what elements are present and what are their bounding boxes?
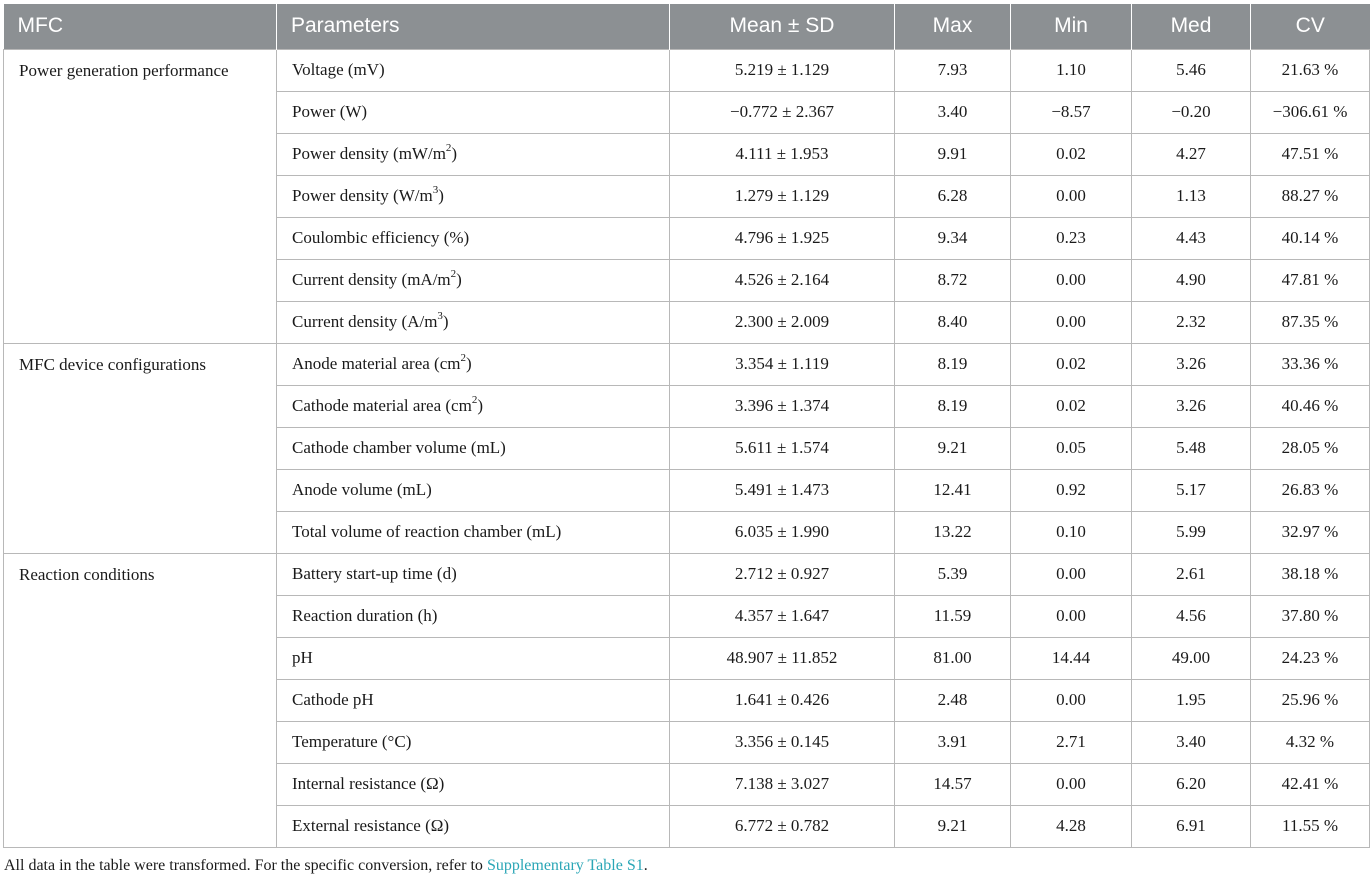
parameter-cell: [277, 259, 670, 301]
mean-sd-cell: 3.396 ± 1.374: [670, 385, 895, 427]
header-mfc: MFC: [4, 4, 277, 49]
max-cell: 8.19: [895, 343, 1011, 385]
cv-cell: −306.61 %: [1251, 91, 1370, 133]
cv-cell: 88.27 %: [1251, 175, 1370, 217]
mean-sd-cell: 48.907 ± 11.852: [670, 637, 895, 679]
parameter-suffix: ): [477, 396, 483, 415]
parameter-cell: [277, 469, 670, 511]
parameter-cell: [277, 217, 670, 259]
max-cell: 9.34: [895, 217, 1011, 259]
mean-sd-cell: 1.279 ± 1.129: [670, 175, 895, 217]
max-cell: 3.91: [895, 721, 1011, 763]
med-cell: 5.48: [1132, 427, 1251, 469]
group-label: MFC device configurations: [4, 343, 277, 553]
cv-cell: 47.81 %: [1251, 259, 1370, 301]
parameter-label: Internal resistance (Ω): [292, 774, 445, 793]
med-cell: 6.91: [1132, 805, 1251, 847]
cv-cell: 87.35 %: [1251, 301, 1370, 343]
parameter-label: Reaction duration (h): [292, 606, 438, 625]
cv-cell: 21.63 %: [1251, 49, 1370, 91]
med-cell: −0.20: [1132, 91, 1251, 133]
parameter-label: Cathode pH: [292, 690, 374, 709]
max-cell: 6.28: [895, 175, 1011, 217]
mean-sd-cell: 4.357 ± 1.647: [670, 595, 895, 637]
table-header-row: [4, 4, 1370, 49]
max-cell: 8.40: [895, 301, 1011, 343]
max-cell: 3.40: [895, 91, 1011, 133]
parameter-cell: [277, 511, 670, 553]
med-cell: 49.00: [1132, 637, 1251, 679]
mean-sd-cell: 7.138 ± 3.027: [670, 763, 895, 805]
parameter-label: External resistance (Ω): [292, 816, 450, 835]
med-cell: 3.26: [1132, 343, 1251, 385]
cv-cell: 26.83 %: [1251, 469, 1370, 511]
parameter-superscript: 2: [460, 352, 466, 365]
max-cell: 9.21: [895, 805, 1011, 847]
parameter-label: Anode material area (cm: [292, 354, 461, 373]
med-cell: 2.61: [1132, 553, 1251, 595]
min-cell: 14.44: [1011, 637, 1132, 679]
min-cell: 0.10: [1011, 511, 1132, 553]
supplementary-table-link[interactable]: Supplementary Table S1: [486, 857, 644, 874]
parameter-label: Cathode material area (cm: [292, 396, 472, 415]
min-cell: 0.02: [1011, 133, 1132, 175]
min-cell: 0.00: [1011, 595, 1132, 637]
header-parameters: Parameters: [277, 4, 670, 49]
footnote-end: .: [643, 857, 648, 874]
max-cell: 9.21: [895, 427, 1011, 469]
max-cell: 8.72: [895, 259, 1011, 301]
parameter-cell: [277, 385, 670, 427]
med-cell: 6.20: [1132, 763, 1251, 805]
table-row: [4, 553, 1370, 595]
cv-cell: 47.51 %: [1251, 133, 1370, 175]
med-cell: 4.43: [1132, 217, 1251, 259]
mean-sd-cell: 5.219 ± 1.129: [670, 49, 895, 91]
parameter-label: Power density (mW/m: [292, 144, 446, 163]
parameter-cell: [277, 49, 670, 91]
mean-sd-cell: 5.491 ± 1.473: [670, 469, 895, 511]
min-cell: 4.28: [1011, 805, 1132, 847]
parameter-cell: [277, 427, 670, 469]
cv-cell: 25.96 %: [1251, 679, 1370, 721]
parameter-superscript: 3: [437, 310, 443, 323]
med-cell: 2.32: [1132, 301, 1251, 343]
parameter-label: Coulombic efficiency (%): [292, 228, 470, 247]
cv-cell: 32.97 %: [1251, 511, 1370, 553]
min-cell: 0.00: [1011, 259, 1132, 301]
parameter-superscript: 2: [471, 394, 478, 407]
parameter-label: Voltage (mV): [292, 60, 385, 79]
parameter-cell: [277, 553, 670, 595]
parameter-superscript: 2: [450, 268, 457, 281]
cv-cell: 24.23 %: [1251, 637, 1370, 679]
parameter-cell: [277, 805, 670, 847]
cv-cell: 37.80 %: [1251, 595, 1370, 637]
header-mean-sd: Mean ± SD: [670, 4, 895, 49]
parameter-cell: [277, 763, 670, 805]
min-cell: 0.00: [1011, 553, 1132, 595]
cv-cell: 11.55 %: [1251, 805, 1370, 847]
parameter-suffix: ): [442, 312, 449, 331]
med-cell: 3.40: [1132, 721, 1251, 763]
parameter-label: Battery start-up time (d): [292, 564, 457, 583]
mean-sd-cell: 3.356 ± 0.145: [670, 721, 895, 763]
med-cell: 5.46: [1132, 49, 1251, 91]
group-label: Reaction conditions: [4, 553, 277, 847]
min-cell: 2.71: [1011, 721, 1132, 763]
med-cell: 1.13: [1132, 175, 1251, 217]
table-row: [4, 49, 1370, 91]
mean-sd-cell: 4.111 ± 1.953: [670, 133, 895, 175]
group-label: Power generation performance: [4, 49, 277, 343]
min-cell: 1.10: [1011, 49, 1132, 91]
footnote-text: All data in the table were transformed. For the specific conversion, refer to: [4, 857, 487, 874]
max-cell: 8.19: [895, 385, 1011, 427]
parameter-cell: [277, 595, 670, 637]
max-cell: 14.57: [895, 763, 1011, 805]
parameter-label: Total volume of reaction chamber (mL): [292, 522, 562, 541]
parameter-suffix: ): [451, 144, 458, 163]
parameter-label: Temperature (°C): [292, 732, 412, 751]
med-cell: 5.17: [1132, 469, 1251, 511]
table-footnote: [4, 857, 648, 875]
header-min: Min: [1011, 4, 1132, 49]
cv-cell: 42.41 %: [1251, 763, 1370, 805]
med-cell: 4.27: [1132, 133, 1251, 175]
parameter-cell: [277, 91, 670, 133]
med-cell: 3.26: [1132, 385, 1251, 427]
parameter-label: Power (W): [292, 102, 368, 121]
header-med: Med: [1132, 4, 1251, 49]
min-cell: 0.02: [1011, 385, 1132, 427]
parameter-label: Current density (A/m: [292, 312, 438, 331]
cv-cell: 40.46 %: [1251, 385, 1370, 427]
mean-sd-cell: −0.772 ± 2.367: [670, 91, 895, 133]
parameter-cell: [277, 133, 670, 175]
parameter-cell: [277, 175, 670, 217]
min-cell: 0.23: [1011, 217, 1132, 259]
parameter-superscript: 3: [432, 184, 439, 197]
parameter-suffix: ): [456, 270, 462, 289]
mean-sd-cell: 6.035 ± 1.990: [670, 511, 895, 553]
header-cv: CV: [1251, 4, 1370, 49]
parameter-label: pH: [292, 648, 313, 667]
parameter-label: Cathode chamber volume (mL): [292, 438, 506, 457]
parameter-suffix: ): [466, 354, 472, 373]
min-cell: 0.00: [1011, 679, 1132, 721]
max-cell: 5.39: [895, 553, 1011, 595]
mean-sd-cell: 6.772 ± 0.782: [670, 805, 895, 847]
med-cell: 4.56: [1132, 595, 1251, 637]
max-cell: 81.00: [895, 637, 1011, 679]
statistics-table: [3, 4, 1370, 848]
max-cell: 11.59: [895, 595, 1011, 637]
med-cell: 4.90: [1132, 259, 1251, 301]
min-cell: 0.05: [1011, 427, 1132, 469]
mean-sd-cell: 2.712 ± 0.927: [670, 553, 895, 595]
parameter-label: Anode volume (mL): [292, 480, 432, 499]
parameter-suffix: ): [438, 186, 444, 205]
parameter-cell: [277, 637, 670, 679]
parameter-cell: [277, 343, 670, 385]
parameter-cell: [277, 679, 670, 721]
mean-sd-cell: 1.641 ± 0.426: [670, 679, 895, 721]
min-cell: 0.00: [1011, 763, 1132, 805]
max-cell: 7.93: [895, 49, 1011, 91]
mean-sd-cell: 5.611 ± 1.574: [670, 427, 895, 469]
parameter-cell: [277, 721, 670, 763]
cv-cell: 33.36 %: [1251, 343, 1370, 385]
med-cell: 1.95: [1132, 679, 1251, 721]
mean-sd-cell: 3.354 ± 1.119: [670, 343, 895, 385]
cv-cell: 38.18 %: [1251, 553, 1370, 595]
mean-sd-cell: 2.300 ± 2.009: [670, 301, 895, 343]
max-cell: 9.91: [895, 133, 1011, 175]
parameter-cell: [277, 301, 670, 343]
cv-cell: 40.14 %: [1251, 217, 1370, 259]
min-cell: 0.00: [1011, 175, 1132, 217]
parameter-label: Power density (W/m: [292, 186, 433, 205]
cv-cell: 28.05 %: [1251, 427, 1370, 469]
min-cell: 0.00: [1011, 301, 1132, 343]
max-cell: 12.41: [895, 469, 1011, 511]
min-cell: 0.02: [1011, 343, 1132, 385]
header-max: Max: [895, 4, 1011, 49]
cv-cell: 4.32 %: [1251, 721, 1370, 763]
table-row: [4, 343, 1370, 385]
mean-sd-cell: 4.796 ± 1.925: [670, 217, 895, 259]
parameter-superscript: 2: [445, 142, 452, 155]
med-cell: 5.99: [1132, 511, 1251, 553]
max-cell: 13.22: [895, 511, 1011, 553]
min-cell: −8.57: [1011, 91, 1132, 133]
mean-sd-cell: 4.526 ± 2.164: [670, 259, 895, 301]
max-cell: 2.48: [895, 679, 1011, 721]
min-cell: 0.92: [1011, 469, 1132, 511]
parameter-label: Current density (mA/m: [292, 270, 451, 289]
